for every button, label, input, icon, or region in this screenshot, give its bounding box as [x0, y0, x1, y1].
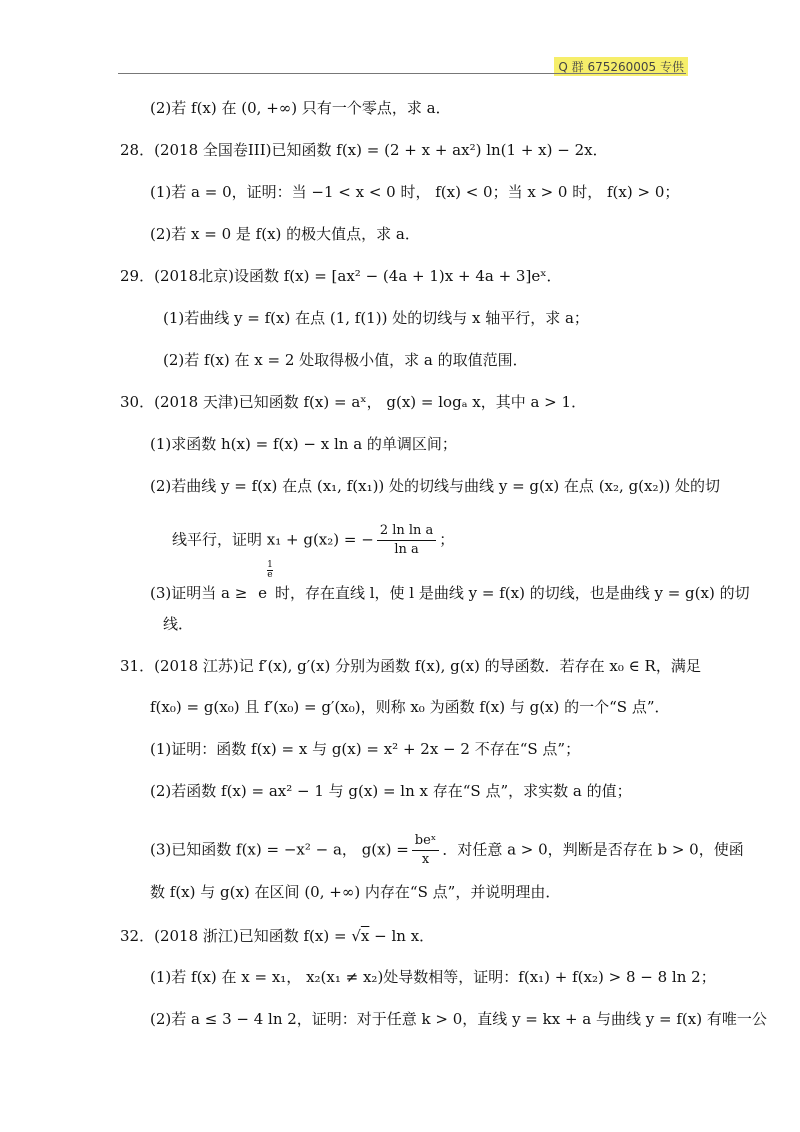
q30-part3-text-c: 时，存在直线 l，使 l 是曲线 y = f(x) 的切线，也是曲线 y = g(x) 的切: [274, 584, 750, 602]
q29-part1: (1)若曲线 y = f(x) 在点 (1, f(1)) 处的切线与 x 轴平行，求 a；: [163, 309, 589, 327]
q32-stem: [120, 926, 434, 946]
q28-part1: (1)若 a = 0，证明：当 −1 < x < 0 时， f(x) < 0；当 x > 0 时， f(x) > 0；: [150, 183, 680, 201]
q29-part2: (2)若 f(x) 在 x = 2 处取得极小值，求 a 的取值范围．: [163, 351, 528, 369]
q30-part3: [150, 560, 750, 603]
q31-part2: (2)若函数 f(x) = ax² − 1 与 g(x) = ln x 存在“S 点”，求实数 a 的值；: [150, 782, 632, 800]
q31-part3-cont: 数 f(x) 与 g(x) 在区间 (0, +∞) 内存在“S 点”，并说明理由．: [150, 883, 561, 901]
q30-stem: 30．(2018 天津)已知函数 f(x) = aˣ， g(x) = logₐ x，其中 a > 1．: [120, 393, 587, 411]
fraction-bex-over-x: [412, 832, 440, 869]
q30-part2-cont-end: ；: [439, 530, 455, 549]
header-rule: [118, 73, 686, 74]
q31-stem-cont: f(x₀) = g(x₀) 且 f′(x₀) = g′(x₀)，则称 x₀ 为函数 f(x) 与 g(x) 的一个“S 点”．: [150, 698, 670, 716]
q30-part3-cont: 线．: [163, 615, 194, 633]
radicand-x: x: [360, 927, 370, 945]
q30-part2-cont: [172, 522, 454, 559]
q27-part2: (2)若 f(x) 在 (0, +∞) 只有一个零点，求 a．: [150, 99, 451, 117]
exponent-fraction: [267, 561, 273, 580]
exponent-numerator: 1: [267, 560, 273, 570]
q31-part3: [150, 832, 744, 869]
fraction-denominator: ln a: [394, 542, 419, 557]
fraction-numerator: 2 ln ln a: [377, 522, 436, 541]
header-badge: Q 群 675260005 专供: [554, 57, 688, 76]
q31-part3-text-a: (3)已知函数 f(x) = −x² − a， g(x) =: [150, 840, 409, 859]
q32-stem-text-a: 32．(2018 浙江)已知函数 f(x) = √: [120, 927, 361, 945]
fraction-numerator: beˣ: [412, 832, 440, 851]
e-power-1-over-e: [258, 560, 273, 603]
q30-part2-cont-text: 线平行，证明 x₁ + g(x₂) = −: [172, 530, 374, 549]
q32-stem-text-c: − ln x．: [369, 927, 435, 945]
base-e: e: [258, 584, 267, 602]
q31-stem: 31．(2018 江苏)记 f′(x), g′(x) 分别为函数 f(x), g(x) 的导函数．若存在 x₀ ∈ R，满足: [120, 657, 701, 675]
q28-part2: (2)若 x = 0 是 f(x) 的极大值点，求 a．: [150, 225, 420, 243]
exponent-denominator: e: [267, 570, 273, 580]
q32-part2: (2)若 a ≤ 3 − 4 ln 2，证明：对于任意 k > 0，直线 y = kx + a 与曲线 y = f(x) 有唯一公: [150, 1010, 767, 1028]
fraction-2lnlna-over-lna: [377, 522, 436, 559]
fraction-denominator: x: [421, 852, 430, 867]
q30-part2: (2)若曲线 y = f(x) 在点 (x₁, f(x₁)) 处的切线与曲线 y = g(x) 在点 (x₂, g(x₂)) 处的切: [150, 477, 720, 495]
q30-part3-text-a: (3)证明当 a ≥: [150, 584, 248, 602]
q30-part1: (1)求函数 h(x) = f(x) − x ln a 的单调区间；: [150, 435, 457, 453]
q31-part3-text-b: ．对任意 a > 0，判断是否存在 b > 0，使函: [442, 840, 744, 859]
q28-stem: 28．(2018 全国卷III)已知函数 f(x) = (2 + x + ax²) ln(1 + x) − 2x．: [120, 141, 608, 159]
q29-stem: 29．(2018北京)设函数 f(x) = [ax² − (4a + 1)x + 4a + 3]eˣ．: [120, 267, 562, 285]
q32-part1: (1)若 f(x) 在 x = x₁， x₂(x₁ ≠ x₂)处导数相等，证明：f(x₁) + f(x₂) > 8 − 8 ln 2；: [150, 968, 716, 986]
q31-part1: (1)证明：函数 f(x) = x 与 g(x) = x² + 2x − 2 不存在“S 点”；: [150, 740, 581, 758]
